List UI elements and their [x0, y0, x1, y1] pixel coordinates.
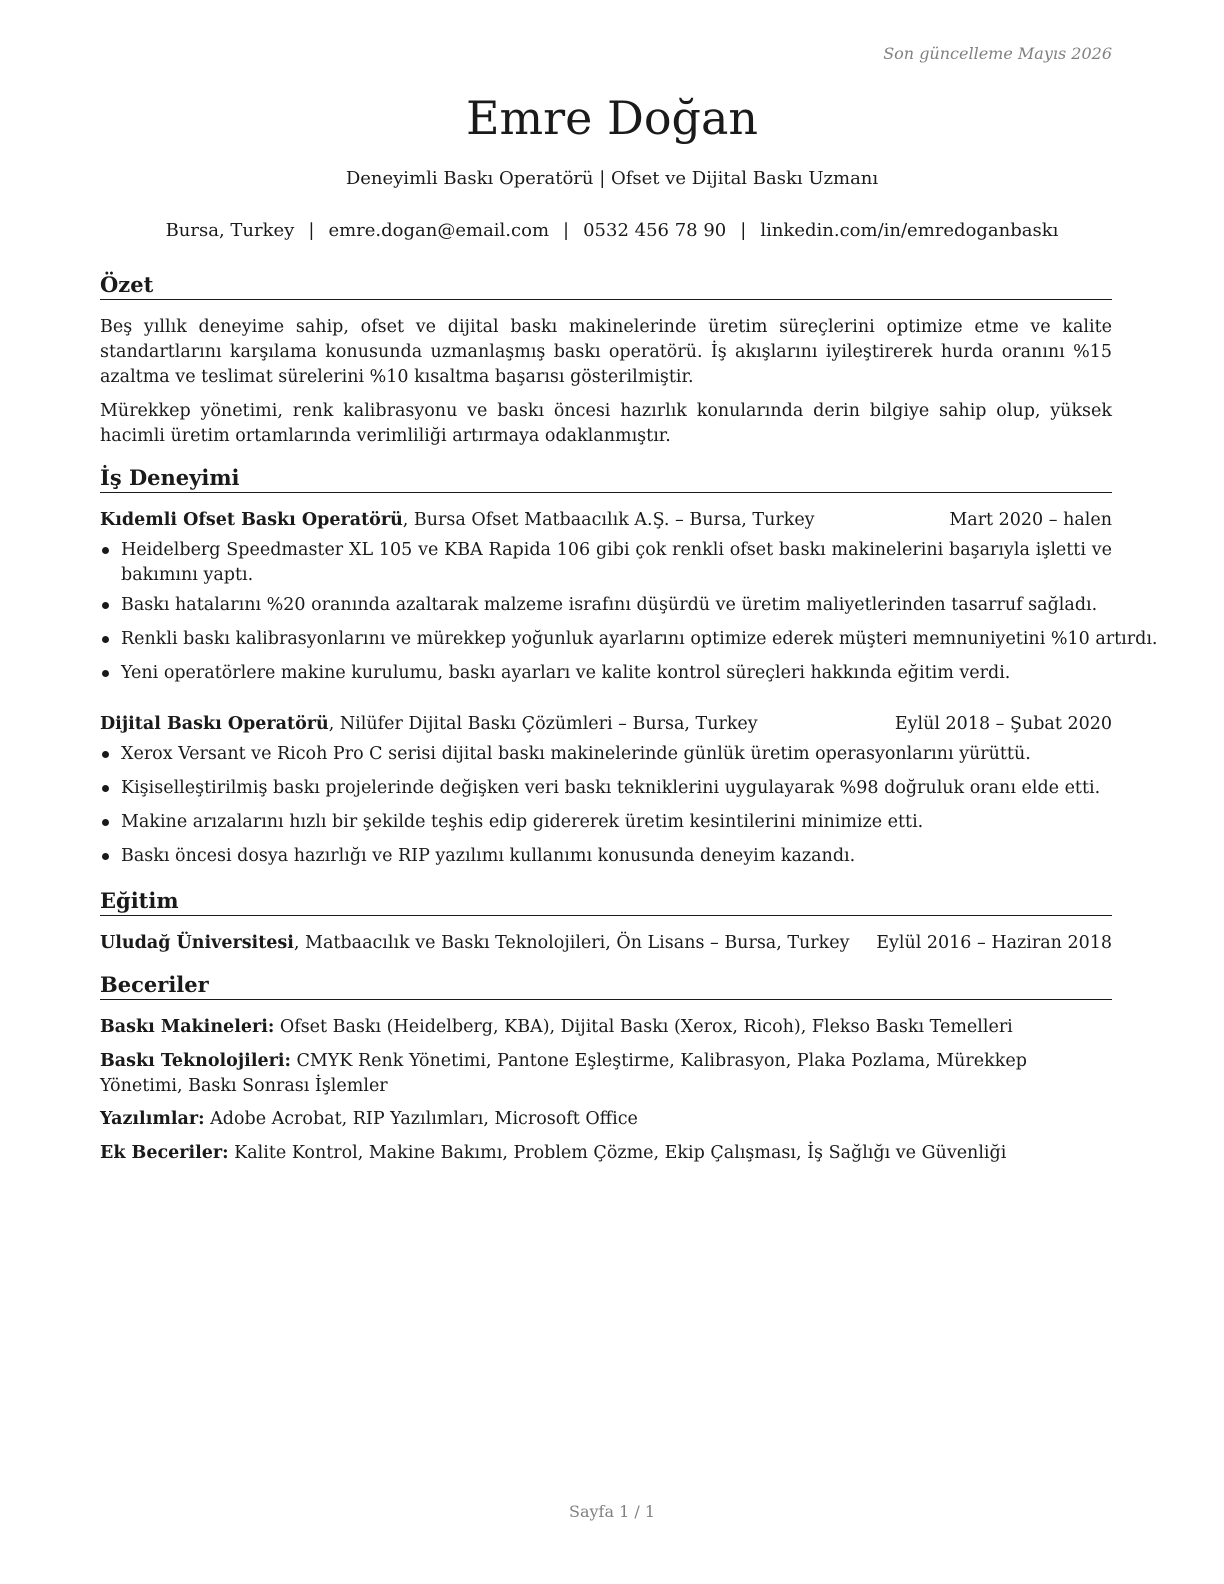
- list-item: Renkli baskı kalibrasyonlarını ve mürekkep yoğunluk ayarlarını optimize ederek müşteri memnuniyetini %10 artırdı.: [100, 627, 1112, 652]
- candidate-name: Emre Doğan: [465, 91, 759, 145]
- list-item: Yeni operatörlere makine kurulumu, baskı ayarları ve kalite kontrol süreçleri hakkında eğitim verdi.: [100, 661, 1112, 686]
- skill-label: Yazılımlar:: [100, 1109, 205, 1129]
- contact-linkedin[interactable]: linkedin.com/in/emredoganbaskı: [760, 220, 1059, 241]
- section-title-experience: İş Deneyimi: [100, 465, 1112, 493]
- section-title-skills: Beceriler: [100, 972, 1112, 1000]
- skill-row: [100, 1141, 1112, 1166]
- skill-value: Adobe Acrobat, RIP Yazılımları, Microsoft Office: [204, 1109, 638, 1129]
- education-detail: , Matbaacılık ve Baskı Teknolojileri, Ön Lisans – Bursa, Turkey: [293, 933, 850, 953]
- contact-separator: |: [563, 220, 570, 241]
- bullet-icon: [102, 785, 109, 792]
- job-company: , Nilüfer Dijital Baskı Çözümleri – Bursa, Turkey: [328, 714, 758, 734]
- skill-value: Kalite Kontrol, Makine Bakımı, Problem Çözme, Ekip Çalışması, İş Sağlığı ve Güvenliği: [228, 1143, 1007, 1163]
- job-dates: Eylül 2018 – Şubat 2020: [894, 714, 1112, 734]
- skill-label: Ek Beceriler:: [100, 1143, 229, 1163]
- school-name: Uludağ Üniversitesi: [100, 933, 294, 953]
- list-item: Baskı öncesi dosya hazırlığı ve RIP yazılımı kullanımı konusunda deneyim kazandı.: [100, 844, 1112, 869]
- skill-value: Ofset Baskı (Heidelberg, KBA), Dijital Baskı (Xerox, Ricoh), Flekso Baskı Temelleri: [274, 1017, 1013, 1037]
- job-role: Kıdemli Ofset Baskı Operatörü: [100, 510, 403, 530]
- skill-label: Baskı Makineleri:: [100, 1017, 275, 1037]
- skill-value: CMYK Renk Yönetimi, Pantone Eşleştirme, Kalibrasyon, Plaka Pozlama, Mürekkep Yönetimi, Baskı Sonrası İşlemler: [100, 1051, 1027, 1096]
- list-item: Makine arızalarını hızlı bir şekilde teşhis edip gidererek üretim kesintilerini minimize etti.: [100, 810, 1112, 835]
- skill-label: Baskı Teknolojileri:: [100, 1051, 291, 1071]
- list-item: Heidelberg Speedmaster XL 105 ve KBA Rapida 106 gibi çok renkli ofset baskı makinelerini başarıyla işletti ve bakımını yaptı.: [100, 538, 1112, 588]
- bullet-icon: [102, 636, 109, 643]
- contact-location: Bursa, Turkey: [165, 220, 295, 241]
- last-updated: Son güncelleme Mayıs 2026: [883, 44, 1112, 63]
- list-item: Xerox Versant ve Ricoh Pro C serisi dijital baskı makinelerinde günlük üretim operasyonlarını yürüttü.: [100, 742, 1112, 767]
- section-title-summary: Özet: [100, 272, 1112, 300]
- bullet-icon: [102, 819, 109, 826]
- list-item: Baskı hatalarını %20 oranında azaltarak malzeme israfını düşürdü ve üretim maliyetlerinden tasarruf sağladı.: [100, 593, 1112, 618]
- list-item: Kişiselleştirilmiş baskı projelerinde değişken veri baskı tekniklerini uygulayarak %98 doğruluk oranı elde etti.: [100, 776, 1112, 801]
- contact-line: [0, 219, 1224, 243]
- bullet-icon: [102, 853, 109, 860]
- contact-separator: |: [740, 220, 747, 241]
- skill-row: [100, 1015, 1112, 1040]
- skill-row: [100, 1107, 1112, 1132]
- section-title-education: Eğitim: [100, 888, 1112, 916]
- summary-paragraph: Mürekkep yönetimi, renk kalibrasyonu ve baskı öncesi hazırlık konularında derin bilgiye sahip olup, yüksek hacimli üretim ortamlarında verimliliği artırmaya odaklanmıştır.: [100, 401, 1112, 446]
- job-dates: Mart 2020 – halen: [949, 510, 1112, 530]
- headline: Deneyimli Baskı Operatörü | Ofset ve Dijital Baskı Uzmanı: [345, 168, 879, 189]
- job-company: , Bursa Ofset Matbaacılık A.Ş. – Bursa, Turkey: [402, 510, 815, 530]
- summary-paragraph: Beş yıllık deneyime sahip, ofset ve dijital baskı makinelerinde üretim süreçlerini optimize etme ve kalite standartlarını karşılama konusunda uzmanlaşmış baskı operatörü. İş akışlarını iyileştirerek hurda oranını %15 azaltma ve teslimat sürelerini %10 kısaltma başarısı gösterilmiştir.: [100, 317, 1112, 387]
- page-number: Sayfa 1 / 1: [568, 1502, 655, 1521]
- contact-separator: |: [308, 220, 315, 241]
- bullet-icon: [102, 751, 109, 758]
- bullet-icon: [102, 602, 109, 609]
- education-dates: Eylül 2016 – Haziran 2018: [876, 933, 1112, 953]
- bullet-icon: [102, 547, 109, 554]
- job-role: Dijital Baskı Operatörü: [100, 714, 329, 734]
- bullet-icon: [102, 670, 109, 677]
- skill-row: [100, 1049, 1112, 1099]
- job-bullets: [100, 538, 1158, 686]
- contact-phone[interactable]: 0532 456 78 90: [583, 220, 727, 241]
- contact-email[interactable]: emre.dogan@email.com: [328, 220, 550, 241]
- job-bullets: [100, 742, 1112, 869]
